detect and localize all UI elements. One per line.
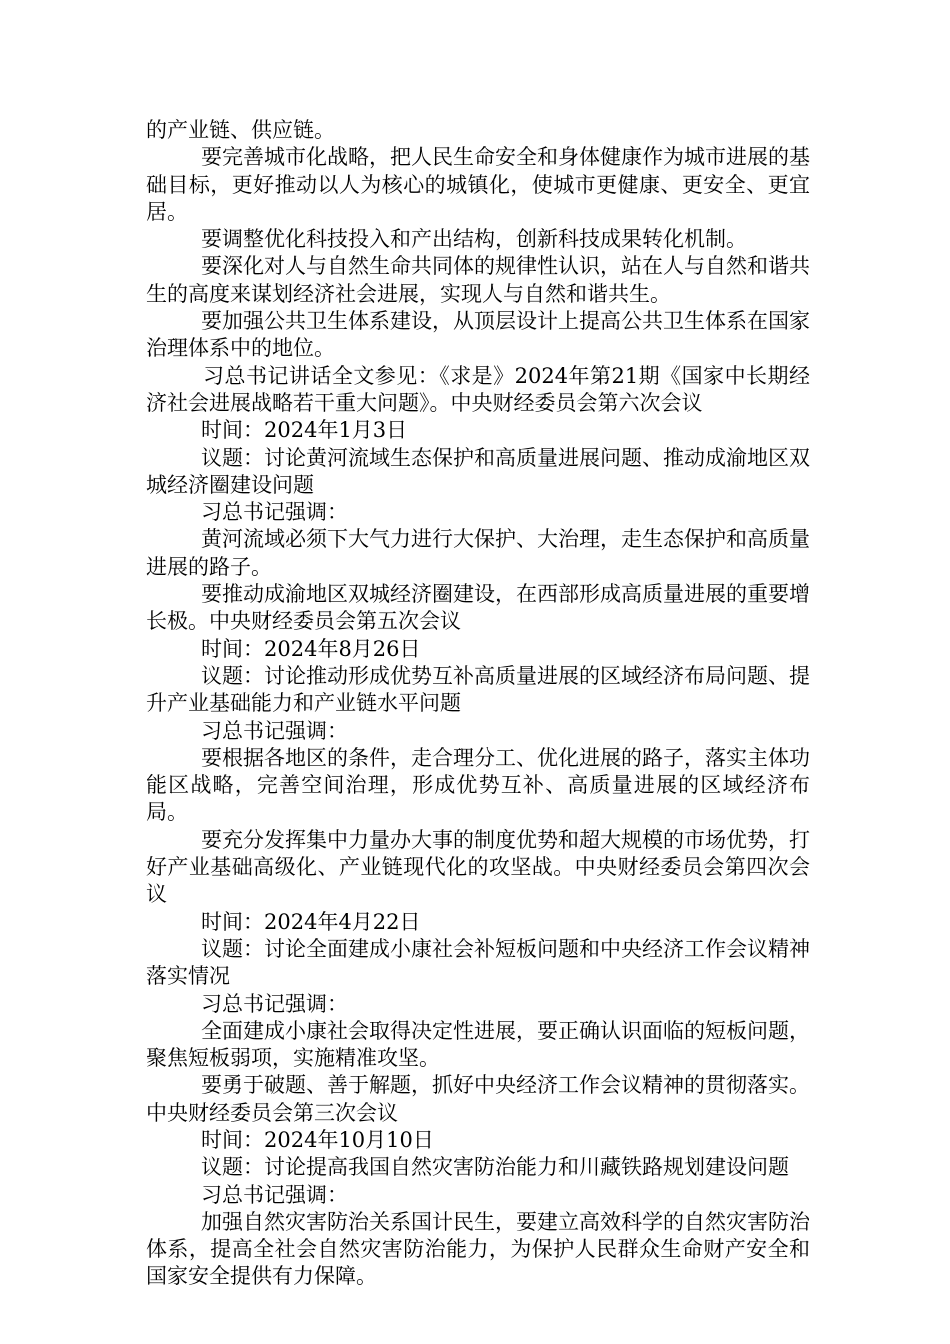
meeting-topic: 议题：讨论提高我国自然灾害防治能力和川藏铁路规划建设问题 bbox=[201, 1155, 789, 1180]
paragraph: 要根据各地区的条件，走合理分工、优化进展的路子，落实主体功能区战略，完善空间治理，形成优势互补、高质量进展的区域经济布局。 bbox=[146, 745, 810, 825]
meeting-topic: 议题：讨论全面建成小康社会补短板问题和中央经济工作会议精神落实情况 bbox=[146, 936, 810, 989]
meeting-time: 时间：2024年4月22日 bbox=[201, 909, 421, 934]
paragraph: 要勇于破题、善于解题，抓好中央经济工作会议精神的贯彻落实。中央财经委员会第三次会议 bbox=[146, 1073, 810, 1125]
paragraph: 要深化对人与自然生命共同体的规律性认识，站在人与自然和谐共生的高度来谋划经济社会进展，实现人与自然和谐共生。 bbox=[146, 254, 810, 306]
meeting-topic: 议题：讨论黄河流域生态保护和高质量进展问题、推动成渝地区双城经济圈建设问题 bbox=[146, 445, 810, 497]
paragraph: 要推动成渝地区双城经济圈建设，在西部形成高质量进展的重要增长极。中央财经委员会第五次会议 bbox=[146, 582, 810, 634]
paragraph: 黄河流域必须下大气力进行大保护、大治理，走生态保护和高质量进展的路子。 bbox=[146, 527, 810, 579]
paragraph: 要加强公共卫生体系建设，从顶层设计上提高公共卫生体系在国家治理体系中的地位。 bbox=[146, 309, 810, 361]
emphasis-heading: 习总书记强调： bbox=[201, 718, 348, 743]
meeting-time: 时间：2024年8月26日 bbox=[201, 636, 421, 661]
paragraph: 要充分发挥集中力量办大事的制度优势和超大规模的市场优势，打好产业基础高级化、产业链现代化的攻坚战。中央财经委员会第四次会议 bbox=[146, 827, 810, 907]
emphasis-heading: 习总书记强调： bbox=[201, 991, 348, 1016]
emphasis-heading: 习总书记强调： bbox=[201, 1182, 348, 1207]
meeting-topic: 议题：讨论推动形成优势互补高质量进展的区域经济布局问题、提升产业基础能力和产业链水平问题 bbox=[146, 663, 810, 716]
paragraph-continuation: 的产业链、供应链。 bbox=[146, 118, 335, 142]
document-body bbox=[146, 117, 810, 1291]
paragraph: 全面建成小康社会取得决定性进展，要正确认识面临的短板问题，聚焦短板弱项，实施精准攻坚。 bbox=[146, 1018, 810, 1071]
meeting-time: 时间：2024年1月3日 bbox=[201, 418, 408, 443]
paragraph: 要调整优化科技投入和产出结构，创新科技成果转化机制。 bbox=[201, 227, 747, 252]
emphasis-heading: 习总书记强调： bbox=[201, 500, 348, 525]
paragraph-reference: 习总书记讲话全文参见：《求是》2024年第21期《国家中长期经济社会进展战略若干重大问题》。中央财经委员会第六次会议 bbox=[146, 363, 810, 415]
paragraph: 要完善城市化战略，把人民生命安全和身体健康作为城市进展的基础目标，更好推动以人为核心的城镇化，使城市更健康、更安全、更宜居。 bbox=[146, 145, 810, 224]
paragraph: 加强自然灾害防治关系国计民生，要建立高效科学的自然灾害防治体系，提高全社会自然灾害防治能力，为保护人民群众生命财产安全和国家安全提供有力保障。 bbox=[146, 1209, 810, 1289]
meeting-time: 时间：2024年10月10日 bbox=[201, 1127, 434, 1152]
